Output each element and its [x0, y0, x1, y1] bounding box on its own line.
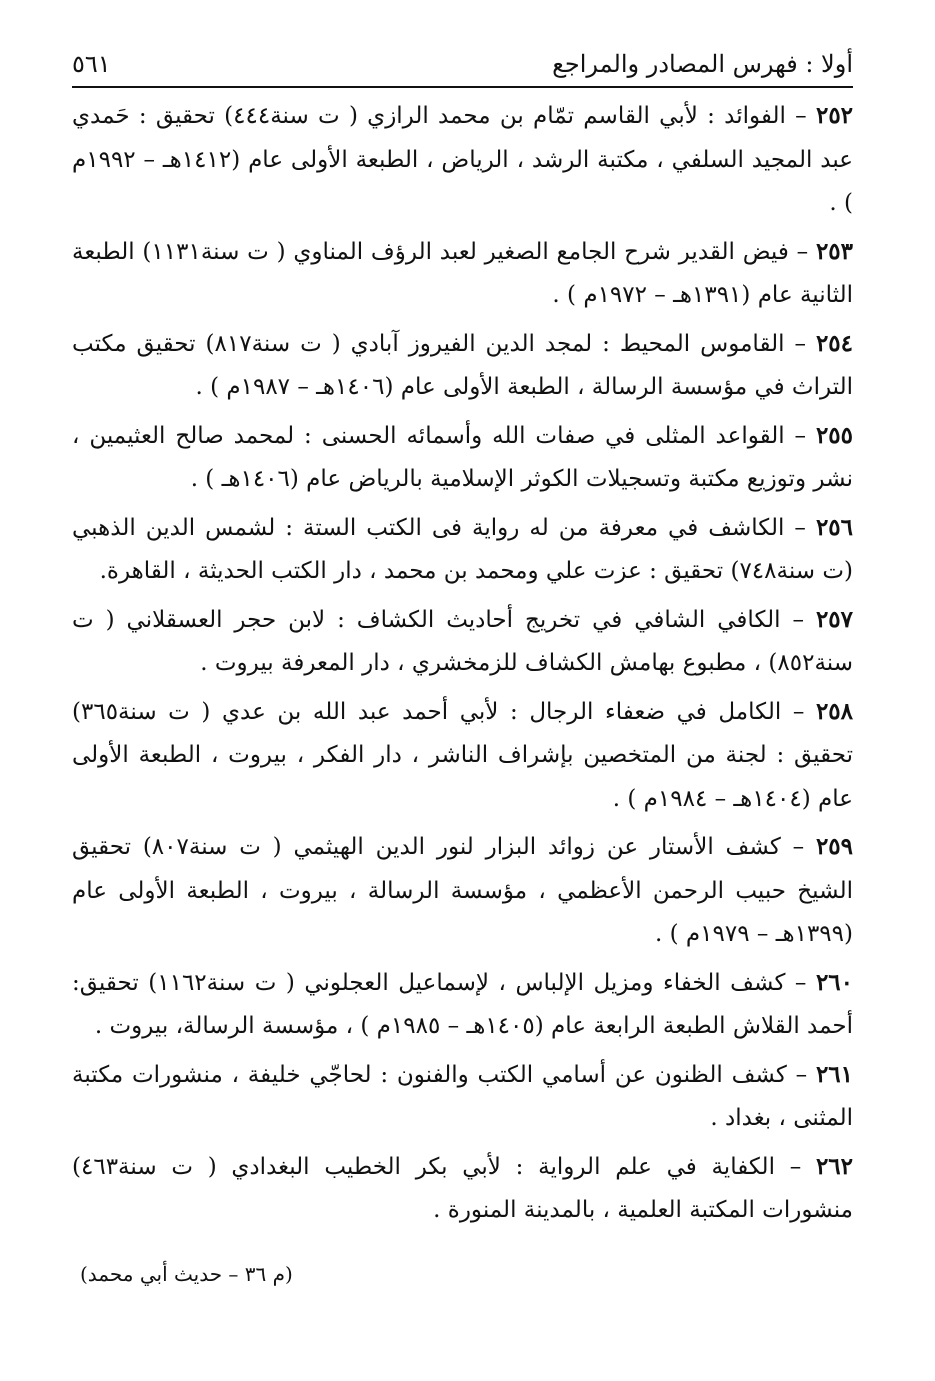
reference-text: – الفوائد : لأبي القاسم تمّام بن محمد الرازي ( ت سنة٤٤٤) تحقيق : حَمدي عبد المجيد السلفي ، مكتبة الرشد ، الرياض ، الطبعة الأولى عام (١٤١٢هـ – ١٩٩٢م ) .	[72, 103, 853, 216]
reference-number: ٢٦١	[815, 1060, 853, 1088]
references-list	[72, 94, 853, 1237]
reference-text: – كشف الأستار عن زوائد البزار لنور الدين الهيثمي ( ت سنة٨٠٧) تحقيق الشيخ حبيب الرحمن الأعظمي ، مؤسسة الرسالة ، بيروت ، الطبعة الأولى عام (١٣٩٩هـ – ١٩٧٩م ) .	[72, 834, 853, 947]
header-divider	[72, 86, 853, 88]
reference-entry	[72, 690, 853, 822]
reference-number: ٢٦٠	[815, 968, 854, 996]
running-header	[72, 38, 853, 78]
reference-text: – الكاشف في معرفة من له رواية فى الكتب الستة : لشمس الدين الذهبي (ت سنة٧٤٨) تحقيق : عزت علي ومحمد بن محمد ، دار الكتب الحديثة ، القاهرة.	[72, 514, 853, 584]
reference-text: – كشف الخفاء ومزيل الإلباس ، لإسماعيل العجلوني ( ت سنة١١٦٢) تحقيق: أحمد القلاش الطبعة الرابعة عام (١٤٠٥هـ – ١٩٨٥م ) ، مؤسسة الرسالة، بيروت .	[72, 969, 853, 1039]
reference-text: – القواعد المثلى في صفات الله وأسمائه الحسنى : لمحمد صالح العثيمين ، نشر وتوزيع مكتبة وتسجيلات الكوثر الإسلامية بالرياض عام (١٤٠٦هـ ) .	[72, 422, 853, 492]
reference-text: – كشف الظنون عن أسامي الكتب والفنون : لحاجّي خليفة ، منشورات مكتبة المثنى ، بغداد .	[72, 1061, 853, 1131]
reference-number: ٢٥٤	[815, 329, 854, 357]
reference-text: – الكامل في ضعفاء الرجال : لأبي أحمد عبد الله بن عدي ( ت سنة٣٦٥) تحقيق : لجنة من المتخصين بإشراف الناشر ، دار الفكر ، بيروت ، الطبعة الأولى عام (١٤٠٤هـ – ١٩٨٤م ) .	[72, 698, 853, 812]
reference-number: ٢٥٦	[815, 513, 853, 541]
reference-number: ٢٥٥	[815, 421, 853, 449]
reference-number: ٢٥٩	[815, 833, 854, 860]
reference-text: – الكافي الشافي في تخريج أحاديث الكشاف : لابن حجر العسقلاني ( ت سنة٨٥٢) ، مطبوع بهامش الكشاف للزمخشري ، دار المعرفة بيروت .	[72, 606, 853, 676]
reference-number: ٢٥٧	[815, 605, 854, 633]
reference-entry	[72, 1053, 853, 1141]
page-number: ٥٦١	[72, 50, 111, 78]
reference-number: ٢٦٢	[815, 1152, 854, 1180]
reference-number: ٢٥٣	[815, 237, 854, 265]
reference-entry	[72, 414, 853, 502]
reference-number: ٢٥٢	[815, 102, 854, 129]
reference-text: – فيض القدير شرح الجامع الصغير لعبد الرؤف المناوي ( ت سنة١١٣١) الطبعة الثانية عام (١٣٩١هـ – ١٩٧٢م ) .	[72, 238, 853, 308]
header-title: أولا : فهرس المصادر والمراجع	[552, 50, 853, 78]
reference-number: ٢٥٨	[815, 697, 853, 725]
reference-entry	[72, 506, 853, 594]
reference-entry	[72, 230, 853, 318]
reference-entry	[72, 961, 853, 1049]
reference-entry	[72, 598, 853, 686]
footer-signature-note: (م ٣٦ – حديث أبي محمد)	[80, 1262, 293, 1286]
reference-entry	[72, 322, 853, 410]
reference-entry	[72, 94, 853, 226]
reference-entry	[72, 1145, 853, 1233]
reference-text: – القاموس المحيط : لمجد الدين الفيروز آبادي ( ت سنة٨١٧) تحقيق مكتب التراث في مؤسسة الرسالة ، الطبعة الأولى عام (١٤٠٦هـ – ١٩٨٧م ) .	[72, 330, 853, 400]
reference-entry	[72, 825, 853, 957]
reference-text: – الكفاية في علم الرواية : لأبي بكر الخطيب البغدادي ( ت سنة٤٦٣) منشورات المكتبة العلمية ، بالمدينة المنورة .	[72, 1153, 853, 1223]
